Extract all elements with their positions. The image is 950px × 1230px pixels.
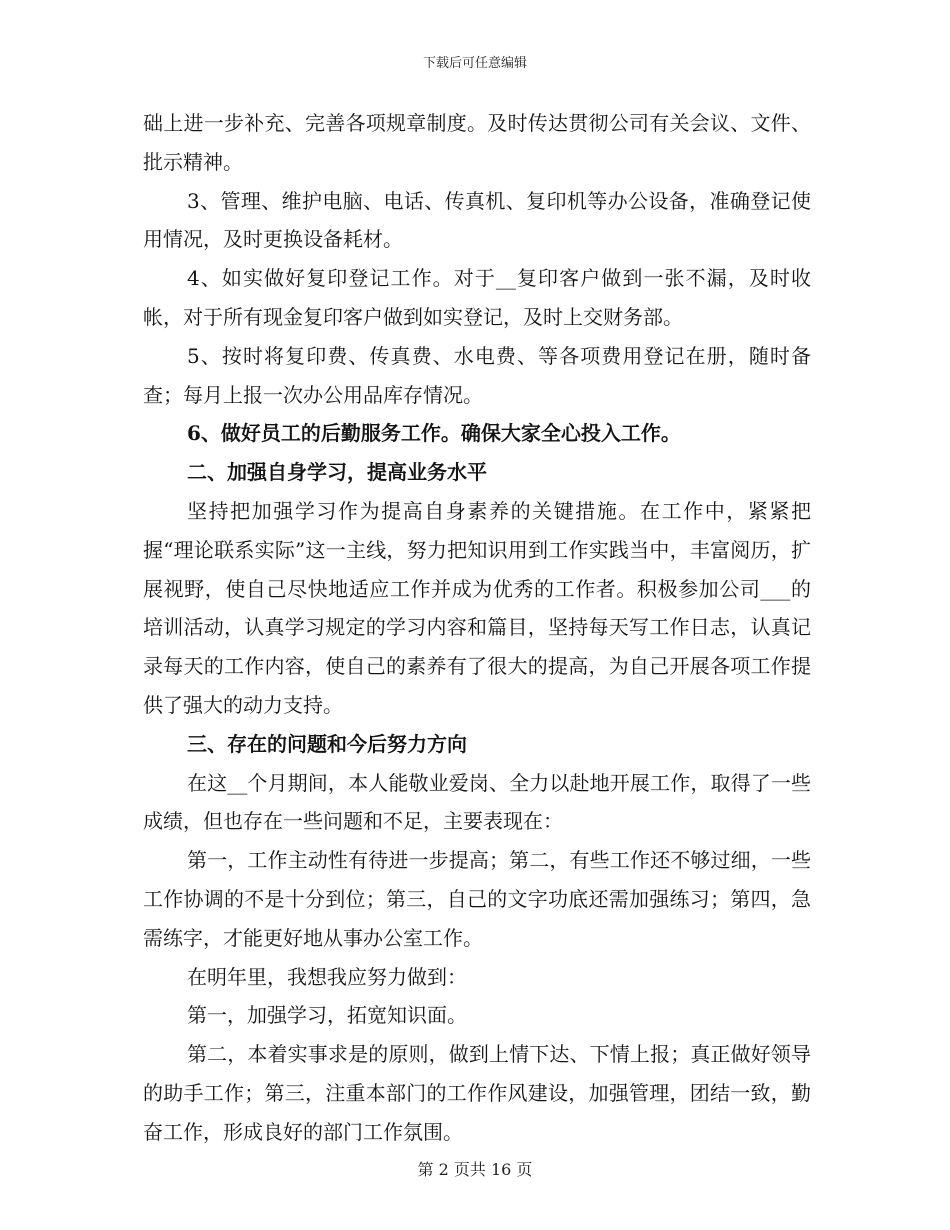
paragraph-item-3: 3、管理、维护电脑、电话、传真机、复印机等办公设备，准确登记使用情况，及时更换设备耗材。 xyxy=(143,188,811,252)
paragraph-problems: 第一，工作主动性有待进一步提高；第二，有些工作还不够过细，一些工作协调的不是十分到位；第三，自己的文字功底还需加强练习；第四，急需练字，才能更好地从事办公室工作。 xyxy=(143,848,811,950)
paragraph-study: 坚持把加强学习作为提高自身素养的关键措施。在工作中，紧紧把握“理论联系实际”这一主线，努力把知识用到工作实践当中，丰富阅历，扩展视野，使自己尽快地适应工作并成为优秀的工作者。积极参加公司___的培训活动，认真学习规定的学习内容和篇目，坚持每天写工作日志，认真记录每天的工作内容，使自己的素养有了很大的提高，为自己开展各项工作提供了强大的动力支持。 xyxy=(143,498,811,717)
paragraph-next-year: 在明年里，我想我应努力做到： xyxy=(187,964,467,989)
page-header: 下载后可任意编辑 xyxy=(422,56,527,71)
document-body xyxy=(143,104,811,1152)
page-footer: 第 2 页共 16 页 xyxy=(417,1160,533,1179)
paragraph-item-6: 6、做好员工的后勤服务工作。确保大家全心投入工作。 xyxy=(187,421,681,446)
section-heading-3: 三、存在的问题和今后努力方向 xyxy=(187,731,467,756)
section-heading-2: 二、加强自身学习，提高业务水平 xyxy=(187,460,487,485)
paragraph-goal-2: 第二，本着实事求是的原则，做到上情下达、下情上报；真正做好领导的助手工作；第三，注重本部门的工作作风建设，加强管理，团结一致，勤奋工作，形成良好的部门工作氛围。 xyxy=(143,1042,811,1144)
paragraph-item-5: 5、按时将复印费、传真费、水电费、等各项费用登记在册，随时备查；每月上报一次办公用品库存情况。 xyxy=(143,343,811,407)
paragraph-item-4: 4、如实做好复印登记工作。对于__复印客户做到一张不漏，及时收帐，对于所有现金复印客户做到如实登记，及时上交财务部。 xyxy=(143,266,811,329)
paragraph-summary: 在这__个月期间，本人能敬业爱岗、全力以赴地开展工作，取得了一些成绩，但也存在一些问题和不足，主要表现在： xyxy=(143,770,811,834)
paragraph-goal-1: 第一，加强学习，拓宽知识面。 xyxy=(187,1003,467,1028)
paragraph-continued: 础上进一步补充、完善各项规章制度。及时传达贯彻公司有关会议、文件、批示精神。 xyxy=(143,111,811,174)
